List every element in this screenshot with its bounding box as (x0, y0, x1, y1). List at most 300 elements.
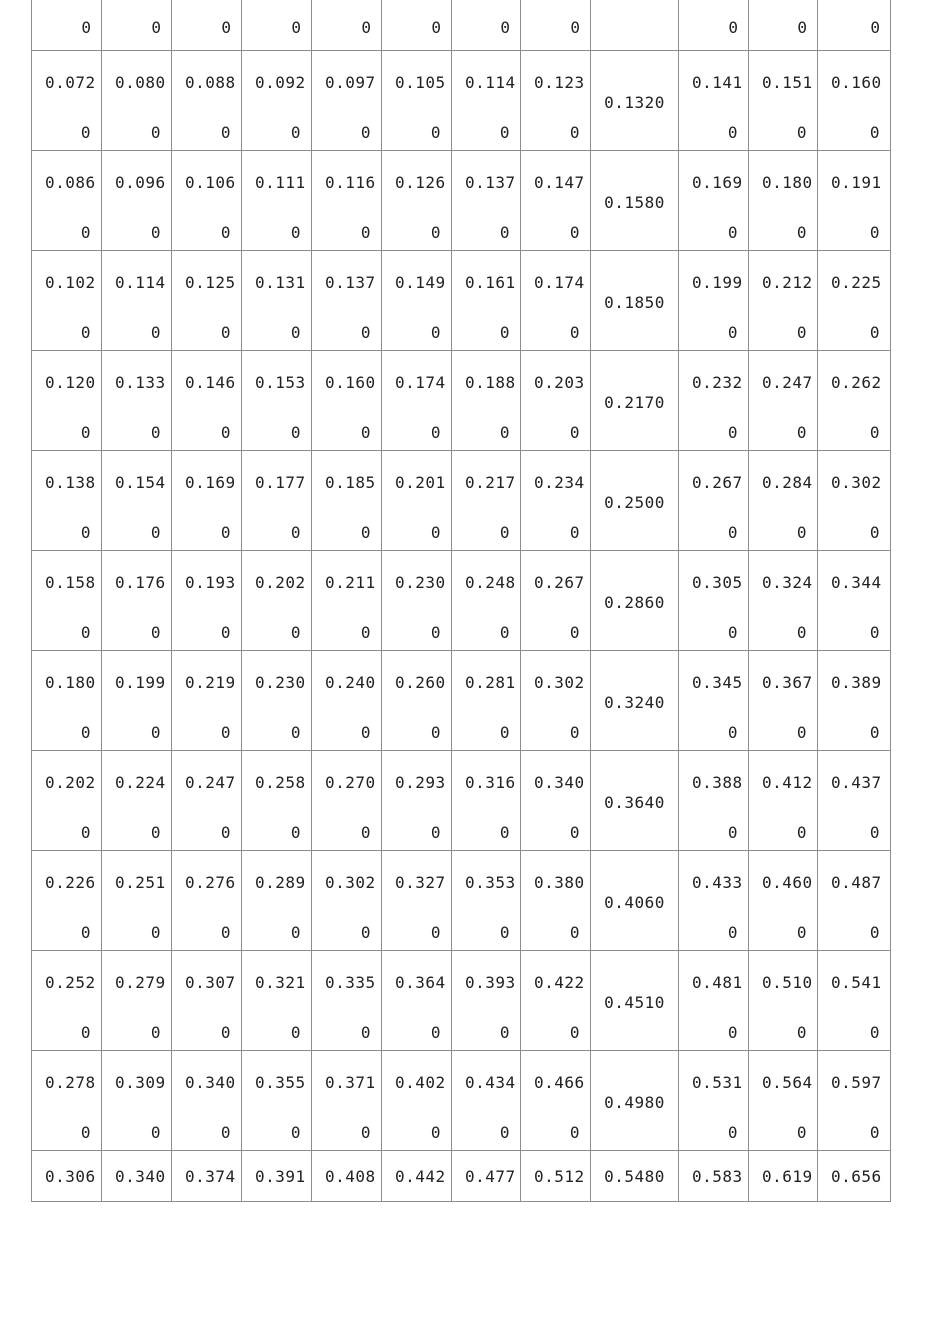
cell-value: 0 (80, 223, 91, 242)
cell-value: 0.340 (534, 773, 585, 792)
cell-value: 0 (728, 18, 738, 37)
table-cell (32, 151, 102, 251)
table-cell (312, 1151, 382, 1202)
table-cell (102, 551, 172, 651)
cell-value: 0 (569, 1023, 580, 1042)
table-cell (521, 651, 591, 751)
cell-value: 0.433 (692, 873, 743, 892)
cell-value: 0.3640 (604, 793, 665, 812)
cell-value: 0.211 (325, 573, 376, 592)
table-cell (749, 0, 818, 51)
table-row (32, 1151, 891, 1202)
cell-value: 0.086 (45, 173, 96, 192)
cell-value: 0 (499, 423, 510, 442)
table-cell (452, 251, 521, 351)
table-row (32, 0, 891, 51)
table-cell (32, 0, 102, 51)
table-cell (382, 451, 452, 551)
cell-value: 0.137 (465, 173, 516, 192)
table-cell (818, 451, 891, 551)
table-cell (818, 351, 891, 451)
cell-value: 0 (727, 723, 738, 742)
cell-value: 0.247 (185, 773, 236, 792)
cell-value: 0.247 (762, 373, 813, 392)
table-cell (32, 51, 102, 151)
cell-value: 0 (727, 323, 738, 342)
cell-value: 0.307 (185, 973, 236, 992)
cell-value: 0.188 (465, 373, 516, 392)
cell-value: 0.251 (115, 873, 166, 892)
table-cell (172, 0, 242, 51)
table-cell (102, 0, 172, 51)
cell-value: 0.169 (185, 473, 236, 492)
table-cell (172, 251, 242, 351)
table-row (32, 251, 891, 351)
table-cell (32, 651, 102, 751)
cell-value: 0.3240 (604, 693, 665, 712)
cell-value: 0 (80, 423, 91, 442)
table-cell (382, 651, 452, 751)
table-cell (679, 651, 749, 751)
cell-value: 0 (869, 423, 880, 442)
table-cell (32, 551, 102, 651)
cell-value: 0.306 (45, 1167, 96, 1186)
table-cell (172, 1151, 242, 1202)
cell-value: 0.302 (325, 873, 376, 892)
cell-value: 0 (569, 223, 580, 242)
cell-value: 0.309 (115, 1073, 166, 1092)
table-cell (591, 251, 679, 351)
table-cell (382, 51, 452, 151)
cell-value: 0.302 (831, 473, 882, 492)
cell-value: 0.199 (115, 673, 166, 692)
cell-value: 0.284 (762, 473, 813, 492)
table-cell (102, 951, 172, 1051)
cell-value: 0.305 (692, 573, 743, 592)
cell-value: 0 (499, 523, 510, 542)
data-table (31, 0, 891, 1202)
cell-value: 0 (569, 723, 580, 742)
cell-value: 0 (150, 223, 161, 242)
cell-value: 0 (796, 623, 807, 642)
table-cell (818, 751, 891, 851)
cell-value: 0 (290, 823, 301, 842)
cell-value: 0.202 (255, 573, 306, 592)
cell-value: 0.1320 (604, 93, 665, 112)
table-row (32, 851, 891, 951)
cell-value: 0.126 (395, 173, 446, 192)
cell-value: 0 (81, 18, 91, 37)
table-cell (591, 951, 679, 1051)
table-cell (521, 51, 591, 151)
cell-value: 0 (869, 823, 880, 842)
cell-value: 0 (869, 123, 880, 142)
table-cell (521, 551, 591, 651)
cell-value: 0 (499, 923, 510, 942)
cell-value: 0.147 (534, 173, 585, 192)
cell-value: 0 (430, 923, 441, 942)
cell-value: 0 (869, 1123, 880, 1142)
cell-value: 0.123 (534, 73, 585, 92)
cell-value: 0.240 (325, 673, 376, 692)
cell-value: 0 (80, 1023, 91, 1042)
cell-value: 0 (220, 623, 231, 642)
table-cell (102, 251, 172, 351)
cell-value: 0 (430, 1123, 441, 1142)
cell-value: 0.1850 (604, 293, 665, 312)
cell-value: 0 (80, 523, 91, 542)
cell-value: 0 (869, 523, 880, 542)
table-row (32, 151, 891, 251)
cell-value: 0 (499, 823, 510, 842)
cell-value: 0.434 (465, 1073, 516, 1092)
cell-value: 0.345 (692, 673, 743, 692)
cell-value: 0.212 (762, 273, 813, 292)
cell-value: 0 (430, 423, 441, 442)
cell-value: 0 (797, 18, 807, 37)
cell-value: 0 (500, 18, 510, 37)
table-cell (679, 51, 749, 151)
cell-value: 0 (499, 723, 510, 742)
cell-value: 0 (796, 523, 807, 542)
table-cell (102, 851, 172, 951)
cell-value: 0 (220, 723, 231, 742)
table-cell (679, 551, 749, 651)
table-cell (818, 151, 891, 251)
cell-value: 0 (290, 723, 301, 742)
table-cell (382, 851, 452, 951)
table-cell (102, 1151, 172, 1202)
table-cell (382, 1051, 452, 1151)
cell-value: 0.270 (325, 773, 376, 792)
cell-value: 0 (796, 723, 807, 742)
cell-value: 0 (570, 18, 580, 37)
table-cell (591, 551, 679, 651)
cell-value: 0.193 (185, 573, 236, 592)
table-cell (32, 951, 102, 1051)
cell-value: 0 (431, 18, 441, 37)
cell-value: 0.335 (325, 973, 376, 992)
table-cell (679, 751, 749, 851)
cell-value: 0.116 (325, 173, 376, 192)
cell-value: 0.2170 (604, 393, 665, 412)
table-cell (382, 351, 452, 451)
cell-value: 0 (290, 923, 301, 942)
cell-value: 0 (80, 1123, 91, 1142)
cell-value: 0 (727, 223, 738, 242)
cell-value: 0 (869, 223, 880, 242)
table-cell (312, 151, 382, 251)
table-cell (102, 351, 172, 451)
cell-value: 0 (869, 1023, 880, 1042)
cell-value: 0.512 (534, 1167, 585, 1186)
cell-value: 0.321 (255, 973, 306, 992)
table-cell (172, 551, 242, 651)
cell-value: 0 (220, 923, 231, 942)
table-row (32, 451, 891, 551)
cell-value: 0 (290, 423, 301, 442)
table-cell (591, 51, 679, 151)
table-cell (452, 851, 521, 951)
table-cell (172, 1051, 242, 1151)
table-cell (591, 1051, 679, 1151)
cell-value: 0.2860 (604, 593, 665, 612)
cell-value: 0 (220, 423, 231, 442)
cell-value: 0.120 (45, 373, 96, 392)
table-row (32, 351, 891, 451)
table-cell (452, 0, 521, 51)
table-cell (32, 1051, 102, 1151)
table-cell (382, 151, 452, 251)
table-cell (749, 851, 818, 951)
cell-value: 0 (569, 423, 580, 442)
cell-value: 0 (869, 923, 880, 942)
cell-value: 0.088 (185, 73, 236, 92)
cell-value: 0.180 (45, 673, 96, 692)
cell-value: 0 (727, 123, 738, 142)
cell-value: 0.105 (395, 73, 446, 92)
cell-value: 0.344 (831, 573, 882, 592)
cell-value: 0.258 (255, 773, 306, 792)
cell-value: 0 (220, 523, 231, 542)
cell-value: 0 (80, 923, 91, 942)
cell-value: 0.226 (45, 873, 96, 892)
cell-value: 0.137 (325, 273, 376, 292)
cell-value: 0 (430, 323, 441, 342)
cell-value: 0.340 (185, 1073, 236, 1092)
cell-value: 0.267 (692, 473, 743, 492)
cell-value: 0.355 (255, 1073, 306, 1092)
cell-value: 0.176 (115, 573, 166, 592)
cell-value: 0 (360, 323, 371, 342)
table-cell (749, 651, 818, 751)
table-cell (242, 1051, 312, 1151)
cell-value: 0.114 (465, 73, 516, 92)
cell-value: 0.1580 (604, 193, 665, 212)
cell-value: 0 (796, 1023, 807, 1042)
cell-value: 0.380 (534, 873, 585, 892)
cell-value: 0 (360, 423, 371, 442)
table-cell (242, 651, 312, 751)
table-cell (591, 1151, 679, 1202)
table-cell (591, 451, 679, 551)
table-cell (521, 351, 591, 451)
cell-value: 0.281 (465, 673, 516, 692)
cell-value: 0 (430, 723, 441, 742)
cell-value: 0.154 (115, 473, 166, 492)
cell-value: 0.2500 (604, 493, 665, 512)
cell-value: 0.106 (185, 173, 236, 192)
cell-value: 0 (499, 1123, 510, 1142)
cell-value: 0.597 (831, 1073, 882, 1092)
table-cell (452, 451, 521, 551)
cell-value: 0 (360, 223, 371, 242)
cell-value: 0.092 (255, 73, 306, 92)
cell-value: 0.302 (534, 673, 585, 692)
table-cell (312, 451, 382, 551)
cell-value: 0 (796, 1123, 807, 1142)
cell-value: 0.219 (185, 673, 236, 692)
cell-value: 0 (569, 923, 580, 942)
cell-value: 0 (796, 823, 807, 842)
table-cell (749, 451, 818, 551)
cell-value: 0.477 (465, 1167, 516, 1186)
cell-value: 0 (150, 723, 161, 742)
cell-value: 0 (360, 823, 371, 842)
cell-value: 0.267 (534, 573, 585, 592)
cell-value: 0.160 (325, 373, 376, 392)
cell-value: 0.460 (762, 873, 813, 892)
table-cell (591, 151, 679, 251)
cell-value: 0 (80, 323, 91, 342)
cell-value: 0 (220, 323, 231, 342)
cell-value: 0 (430, 223, 441, 242)
cell-value: 0 (796, 223, 807, 242)
cell-value: 0.160 (831, 73, 882, 92)
cell-value: 0.230 (395, 573, 446, 592)
cell-value: 0 (150, 1023, 161, 1042)
cell-value: 0.217 (465, 473, 516, 492)
table-cell (749, 151, 818, 251)
cell-value: 0 (569, 623, 580, 642)
cell-value: 0.262 (831, 373, 882, 392)
table-cell (679, 451, 749, 551)
cell-value: 0 (220, 223, 231, 242)
cell-value: 0 (290, 523, 301, 542)
cell-value: 0.125 (185, 273, 236, 292)
cell-value: 0.371 (325, 1073, 376, 1092)
table-cell (32, 751, 102, 851)
cell-value: 0 (290, 323, 301, 342)
cell-value: 0 (727, 923, 738, 942)
cell-value: 0.466 (534, 1073, 585, 1092)
cell-value: 0 (220, 823, 231, 842)
table-cell (382, 0, 452, 51)
cell-value: 0.260 (395, 673, 446, 692)
cell-value: 0.289 (255, 873, 306, 892)
cell-value: 0 (150, 523, 161, 542)
cell-value: 0.374 (185, 1167, 236, 1186)
cell-value: 0.278 (45, 1073, 96, 1092)
cell-value: 0 (360, 1123, 371, 1142)
table-cell (102, 151, 172, 251)
table-cell (312, 0, 382, 51)
table-cell (749, 951, 818, 1051)
cell-value: 0.138 (45, 473, 96, 492)
cell-value: 0.201 (395, 473, 446, 492)
cell-value: 0 (360, 923, 371, 942)
table-cell (32, 451, 102, 551)
table-cell (32, 851, 102, 951)
cell-value: 0 (430, 623, 441, 642)
table-cell (452, 951, 521, 1051)
cell-value: 0.531 (692, 1073, 743, 1092)
cell-value: 0 (80, 123, 91, 142)
cell-value: 0 (499, 1023, 510, 1042)
cell-value: 0.316 (465, 773, 516, 792)
cell-value: 0.080 (115, 73, 166, 92)
cell-value: 0 (290, 223, 301, 242)
table-cell (452, 351, 521, 451)
table-cell (591, 851, 679, 951)
table-cell (312, 351, 382, 451)
cell-value: 0.389 (831, 673, 882, 692)
table-cell (312, 551, 382, 651)
table-cell (679, 951, 749, 1051)
cell-value: 0.169 (692, 173, 743, 192)
table-cell (312, 251, 382, 351)
cell-value: 0 (727, 1023, 738, 1042)
table-cell (521, 751, 591, 851)
table-cell (591, 651, 679, 751)
table-cell (102, 651, 172, 751)
table-cell (242, 1151, 312, 1202)
cell-value: 0 (569, 323, 580, 342)
cell-value: 0 (150, 623, 161, 642)
cell-value: 0.276 (185, 873, 236, 892)
table-cell (242, 851, 312, 951)
cell-value: 0 (430, 523, 441, 542)
table-cell (818, 1151, 891, 1202)
cell-value: 0 (499, 323, 510, 342)
table-cell (242, 251, 312, 351)
table-cell (521, 0, 591, 51)
cell-value: 0 (221, 18, 231, 37)
cell-value: 0.224 (115, 773, 166, 792)
cell-value: 0.111 (255, 173, 306, 192)
table-cell (382, 251, 452, 351)
cell-value: 0.096 (115, 173, 166, 192)
table-cell (521, 451, 591, 551)
cell-value: 0.202 (45, 773, 96, 792)
table-cell (591, 351, 679, 451)
cell-value: 0.131 (255, 273, 306, 292)
cell-value: 0 (150, 423, 161, 442)
cell-value: 0 (360, 623, 371, 642)
table-cell (242, 451, 312, 551)
table-cell (818, 51, 891, 151)
cell-value: 0.158 (45, 573, 96, 592)
cell-value: 0.199 (692, 273, 743, 292)
cell-value: 0 (290, 1123, 301, 1142)
cell-value: 0 (361, 18, 371, 37)
cell-value: 0 (499, 223, 510, 242)
table-cell (382, 951, 452, 1051)
table-cell (521, 1051, 591, 1151)
table-cell (312, 51, 382, 151)
cell-value: 0.541 (831, 973, 882, 992)
cell-value: 0.161 (465, 273, 516, 292)
cell-value: 0.656 (831, 1167, 882, 1186)
table-cell (32, 1151, 102, 1202)
cell-value: 0 (80, 623, 91, 642)
cell-value: 0.564 (762, 1073, 813, 1092)
table-cell (102, 51, 172, 151)
cell-value: 0 (727, 523, 738, 542)
table-cell (172, 651, 242, 751)
table-cell (818, 0, 891, 51)
cell-value: 0.391 (255, 1167, 306, 1186)
table-cell (242, 951, 312, 1051)
cell-value: 0 (796, 423, 807, 442)
cell-value: 0.442 (395, 1167, 446, 1186)
cell-value: 0.422 (534, 973, 585, 992)
table-cell (679, 251, 749, 351)
table-cell (679, 1151, 749, 1202)
table-cell (452, 1051, 521, 1151)
table-cell (818, 651, 891, 751)
cell-value: 0 (869, 623, 880, 642)
